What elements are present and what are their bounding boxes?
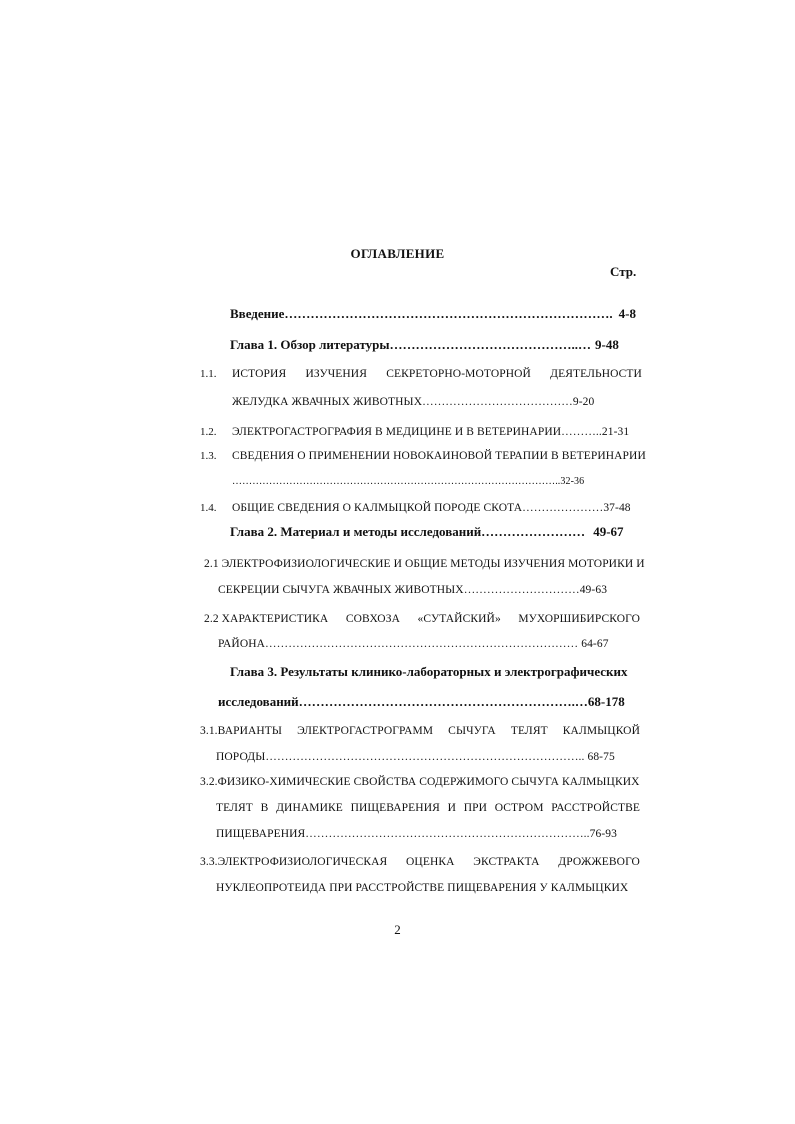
toc-word: ДИНАМИКЕ <box>276 802 343 814</box>
toc-section-number: 1.2. <box>200 426 217 438</box>
toc-entry-3-2-line1: 3.2.ФИЗИКО-ХИМИЧЕСКИЕ СВОЙСТВА СОДЕРЖИМОГО СЫЧУГА КАЛМЫЦКИХ <box>200 776 640 788</box>
toc-label: Глава 1. Обзор литературы <box>230 337 390 352</box>
toc-label: Введение <box>230 306 285 321</box>
toc-word: МУХОРШИБИРСКОГО <box>518 613 640 625</box>
toc-entry-1-3-line1: СВЕДЕНИЯ О ПРИМЕНЕНИИ НОВОКАИНОВОЙ ТЕРАПИИ В ВЕТЕРИНАРИИ <box>232 450 646 462</box>
toc-pages: 4-8 <box>618 306 636 321</box>
toc-word: ДЕЯТЕЛЬНОСТИ <box>550 368 642 380</box>
toc-word: СЫЧУГА <box>448 725 496 737</box>
toc-word: КАЛМЫЦКОЙ <box>562 725 640 737</box>
toc-word: И <box>447 802 456 814</box>
toc-section-number: 1.4. <box>200 502 217 514</box>
toc-entry-1-1-line1 <box>232 366 642 382</box>
toc-word: 2.2 ХАРАКТЕРИСТИКА <box>204 613 329 625</box>
toc-word: ДРОЖЖЕВОГО <box>558 856 640 868</box>
toc-word: ПИЩЕВАРЕНИЯ <box>350 802 440 814</box>
toc-entry-chapter-1 <box>230 337 650 353</box>
toc-word: 3.1.ВАРИАНТЫ <box>200 725 283 737</box>
toc-entry-1-4: ОБЩИЕ СВЕДЕНИЯ О КАЛМЫЦКОЙ ПОРОДЕ СКОТА…………………37-48 <box>232 502 631 514</box>
toc-word: СОВХОЗА <box>345 613 400 625</box>
toc-word: СЕКРЕТОРНО-МОТОРНОЙ <box>386 368 531 380</box>
toc-entry-1-1-line2: ЖЕЛУДКА ЖВАЧНЫХ ЖИВОТНЫХ…………………………………9-20 <box>232 396 595 408</box>
page-number: 2 <box>394 922 401 937</box>
toc-entry-3-3-line1 <box>200 854 640 870</box>
toc-section-number: 1.1. <box>200 368 217 380</box>
toc-word: ЭКСТРАКТА <box>473 856 540 868</box>
toc-entry-3-2-line3: ПИЩЕВАРЕНИЯ………………………………………………………………..76-93 <box>216 828 617 840</box>
page-title: ОГЛАВЛЕНИЕ <box>350 246 445 261</box>
toc-leader: …………………………………………………………………. <box>284 306 613 321</box>
toc-entry-chapter-3-line2: исследований……………………………………………………….…68-178 <box>218 694 625 709</box>
toc-word: ТЕЛЯТ <box>510 725 548 737</box>
toc-word: ОЦЕНКА <box>406 856 455 868</box>
toc-word: ИСТОРИЯ <box>232 368 287 380</box>
toc-entry-3-2-line2 <box>216 800 640 816</box>
toc-word: ПРИ <box>463 802 488 814</box>
toc-entry-3-1-line2: ПОРОДЫ……………………………………………………………………….. 68-75 <box>216 751 615 763</box>
toc-entry-3-3-line2: НУКЛЕОПРОТЕИДА ПРИ РАССТРОЙСТВЕ ПИЩЕВАРЕНИЯ У КАЛМЫЦКИХ <box>216 882 629 894</box>
toc-word: ЭЛЕКТРОГАСТРОГРАММ <box>297 725 434 737</box>
toc-entry-2-2-line1 <box>204 611 640 627</box>
toc-pages: 49-67 <box>593 524 624 539</box>
pages-column-heading: Стр. <box>610 264 637 279</box>
toc-word: ТЕЛЯТ <box>216 802 253 814</box>
toc-entry-2-2-line2: РАЙОНА……………………………………………………………………… 64-67 <box>218 638 609 650</box>
toc-pages: 9-48 <box>595 337 619 352</box>
toc-entry-3-1-line1 <box>200 723 640 739</box>
toc-word: «СУТАЙСКИЙ» <box>417 613 501 625</box>
toc-leader: ……………………………………..… <box>389 337 592 352</box>
toc-entry-chapter-2 <box>230 524 624 540</box>
toc-label: Глава 2. Материал и методы исследований…………………… <box>230 524 586 539</box>
toc-entry-intro <box>230 306 650 322</box>
toc-word: РАССТРОЙСТВЕ <box>551 802 640 814</box>
toc-section-number: 1.3. <box>200 450 217 462</box>
toc-entry-1-3-line2: ……………………………………………………………………………………..32-36 <box>232 476 585 487</box>
toc-word: ОСТРОМ <box>494 802 544 814</box>
toc-word: 3.3.ЭЛЕКТРОФИЗИОЛОГИЧЕСКАЯ <box>200 856 388 868</box>
toc-entry-2-1-line1: 2.1 ЭЛЕКТРОФИЗИОЛОГИЧЕСКИЕ И ОБЩИЕ МЕТОДЫ ИЗУЧЕНИЯ МОТОРИКИ И <box>204 558 645 570</box>
toc-entry-chapter-3-line1: Глава 3. Результаты клинико-лабораторных и электрографических <box>230 664 628 679</box>
toc-word: В <box>260 802 269 814</box>
toc-entry-2-1-line2: СЕКРЕЦИИ СЫЧУГА ЖВАЧНЫХ ЖИВОТНЫХ…………………………49-63 <box>218 584 608 596</box>
toc-word: ИЗУЧЕНИЯ <box>305 368 367 380</box>
toc-entry-1-2: ЭЛЕКТРОГАСТРОГРАФИЯ В МЕДИЦИНЕ И В ВЕТЕРИНАРИИ………..21-31 <box>232 426 630 438</box>
